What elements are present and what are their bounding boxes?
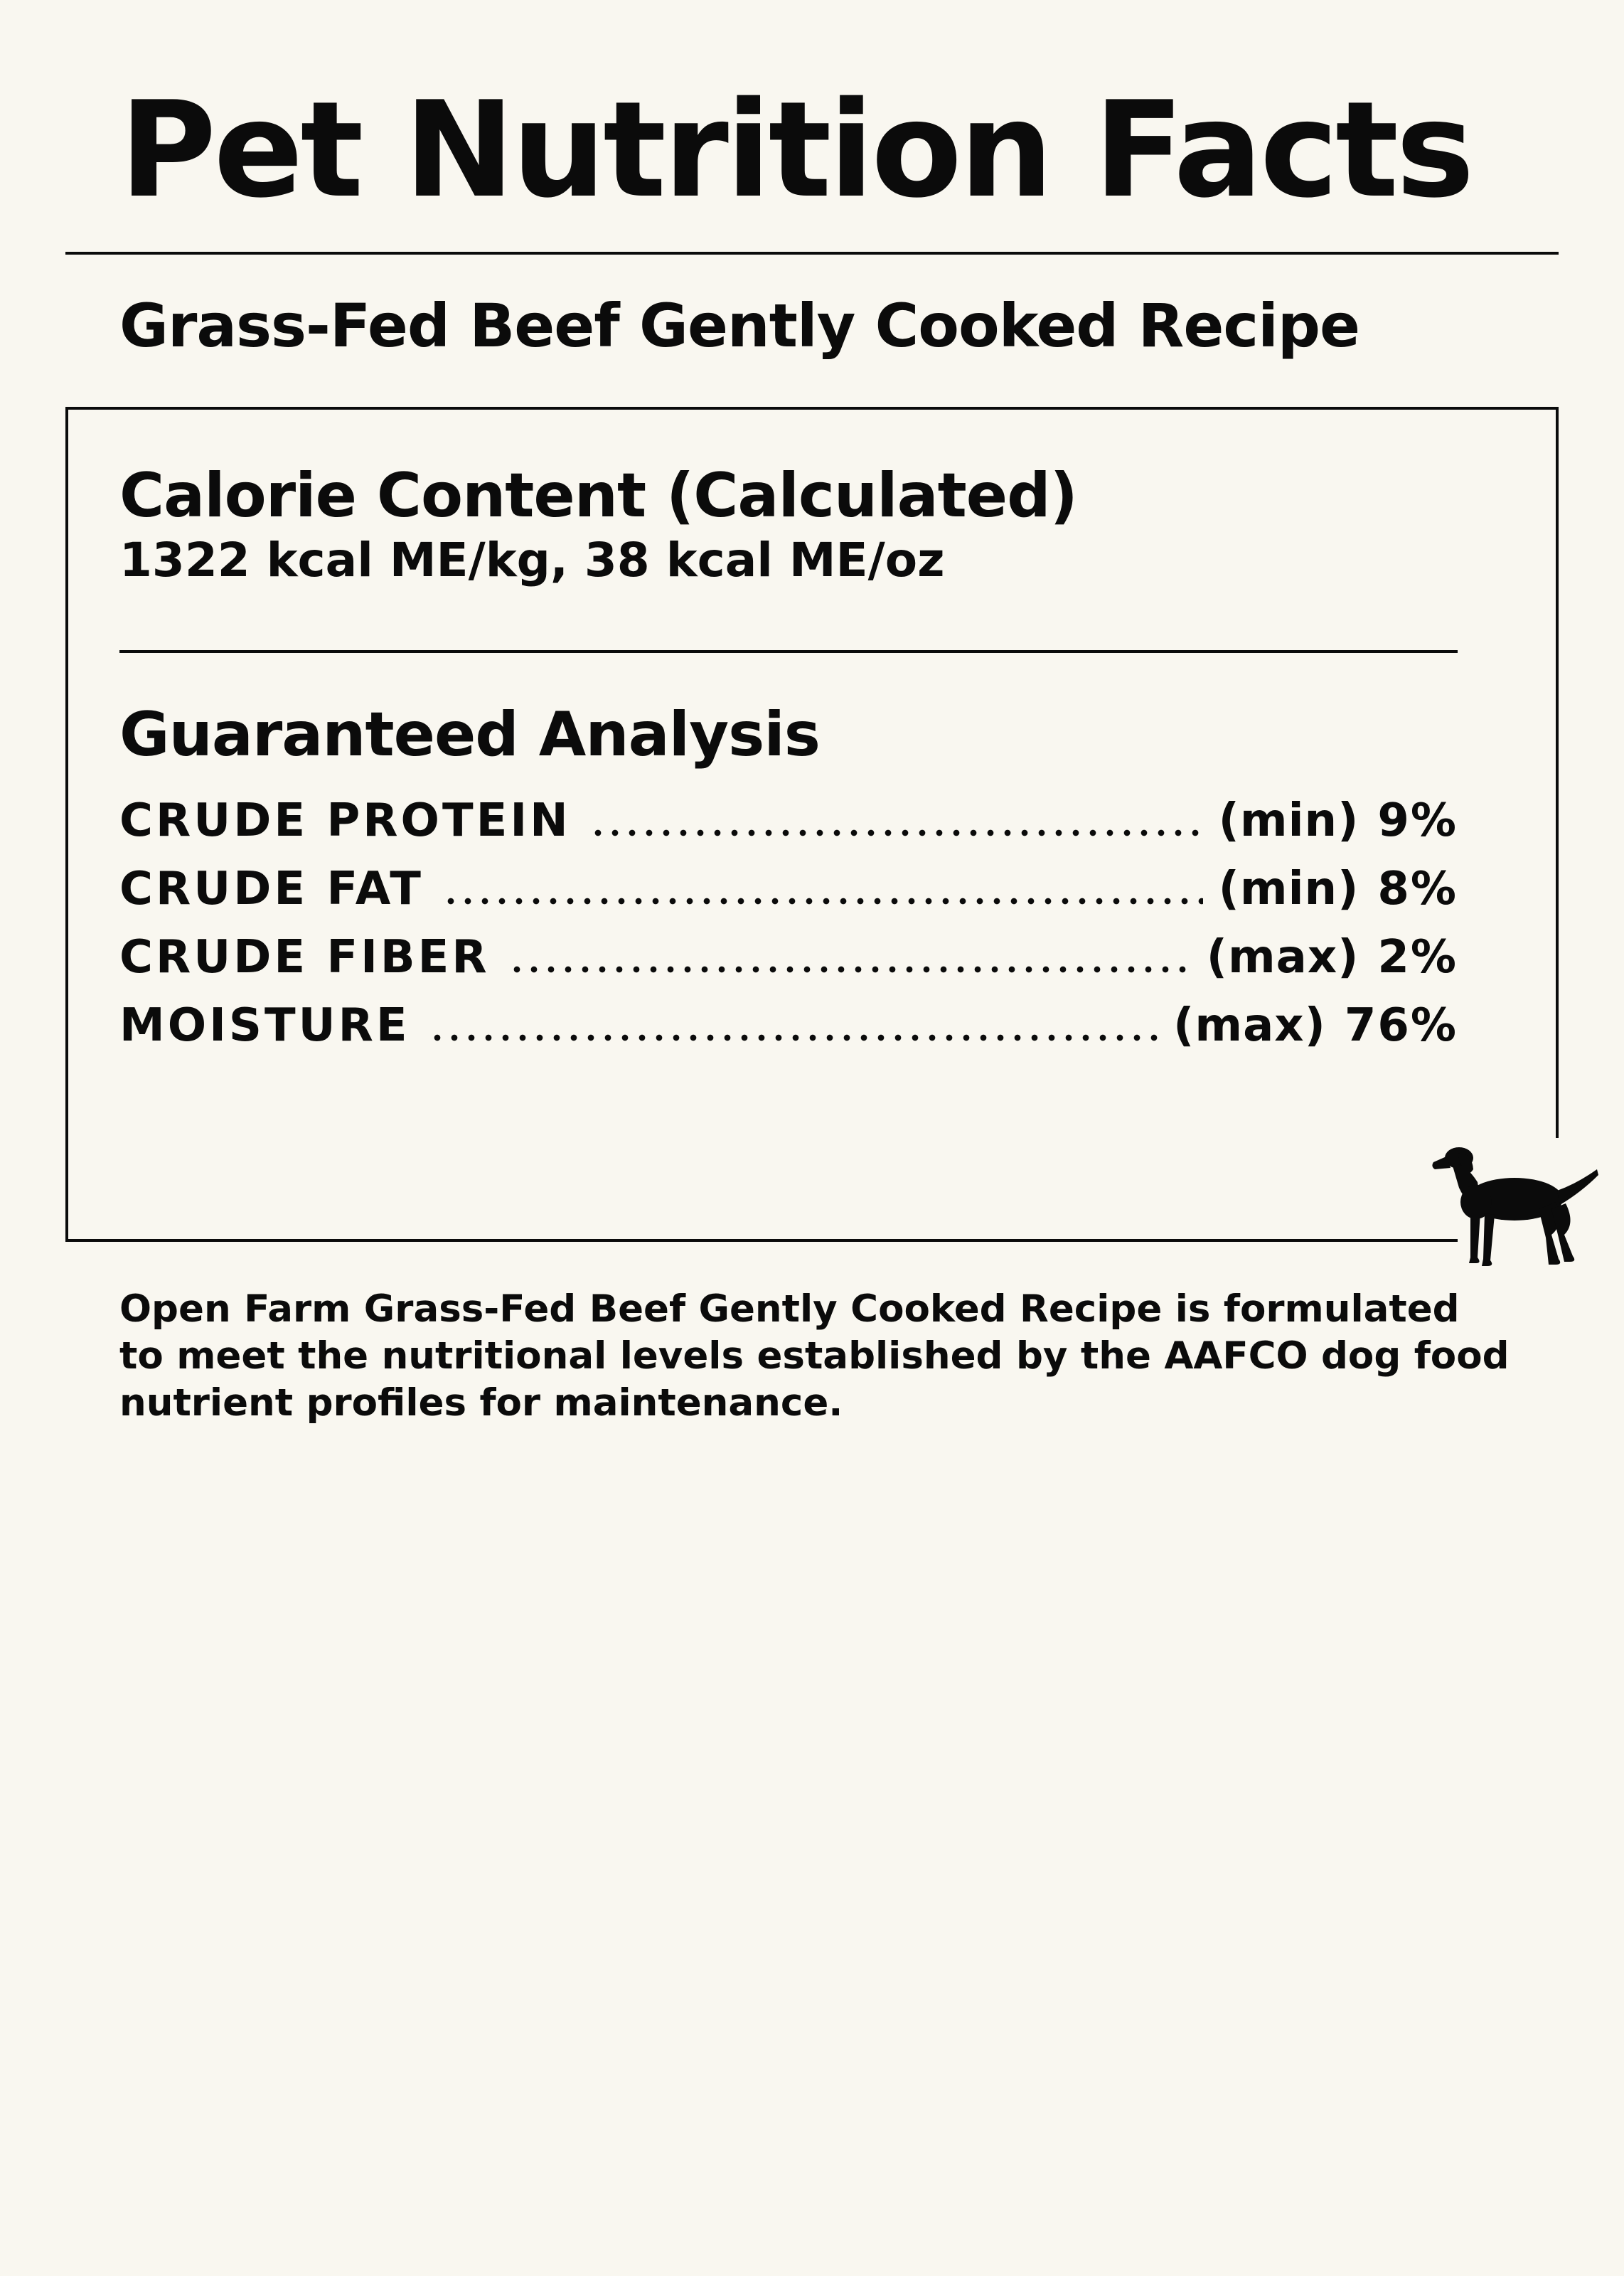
recipe-name: Grass-Fed Beef Gently Cooked Recipe <box>119 291 1360 361</box>
dot-leader <box>589 829 1203 836</box>
title-divider <box>65 252 1559 255</box>
dot-leader <box>508 966 1191 973</box>
nutrient-amount: 2% <box>1377 931 1458 984</box>
analysis-row-crude-fiber <box>119 929 1458 986</box>
nutrient-qualifier: (min) <box>1218 863 1359 915</box>
nutrient-name: CRUDE FIBER <box>119 931 490 984</box>
analysis-row-crude-protein <box>119 792 1458 849</box>
nutrient-name: CRUDE FAT <box>119 863 424 915</box>
nutrient-name: CRUDE PROTEIN <box>119 794 571 847</box>
nutrient-qualifier: (max) <box>1173 999 1326 1052</box>
page-title: Pet Nutrition Facts <box>119 73 1472 227</box>
analysis-row-moisture <box>119 997 1458 1054</box>
section-divider <box>119 650 1458 653</box>
nutrient-name: MOISTURE <box>119 999 410 1052</box>
dog-silhouette-icon <box>1431 1141 1598 1267</box>
nutrient-qualifier: (min) <box>1218 794 1359 847</box>
nutrient-amount: 8% <box>1377 863 1458 915</box>
nutrient-amount: 9% <box>1377 794 1458 847</box>
nutrient-amount: 76% <box>1344 999 1458 1052</box>
dot-leader <box>442 898 1203 905</box>
calorie-content-heading: Calorie Content (Calculated) <box>119 460 1077 531</box>
calorie-content-values: 1322 kcal ME/kg, 38 kcal ME/oz <box>119 533 945 587</box>
guaranteed-analysis-heading: Guaranteed Analysis <box>119 699 820 770</box>
analysis-row-crude-fat <box>119 861 1458 918</box>
aafco-statement: Open Farm Grass-Fed Beef Gently Cooked Recipe is formulated to meet the nutritional levels established by the AAFCO dog food nutrient profiles for maintenance. <box>119 1287 1510 1425</box>
nutrient-qualifier: (max) <box>1206 931 1359 984</box>
dot-leader <box>429 1034 1158 1041</box>
